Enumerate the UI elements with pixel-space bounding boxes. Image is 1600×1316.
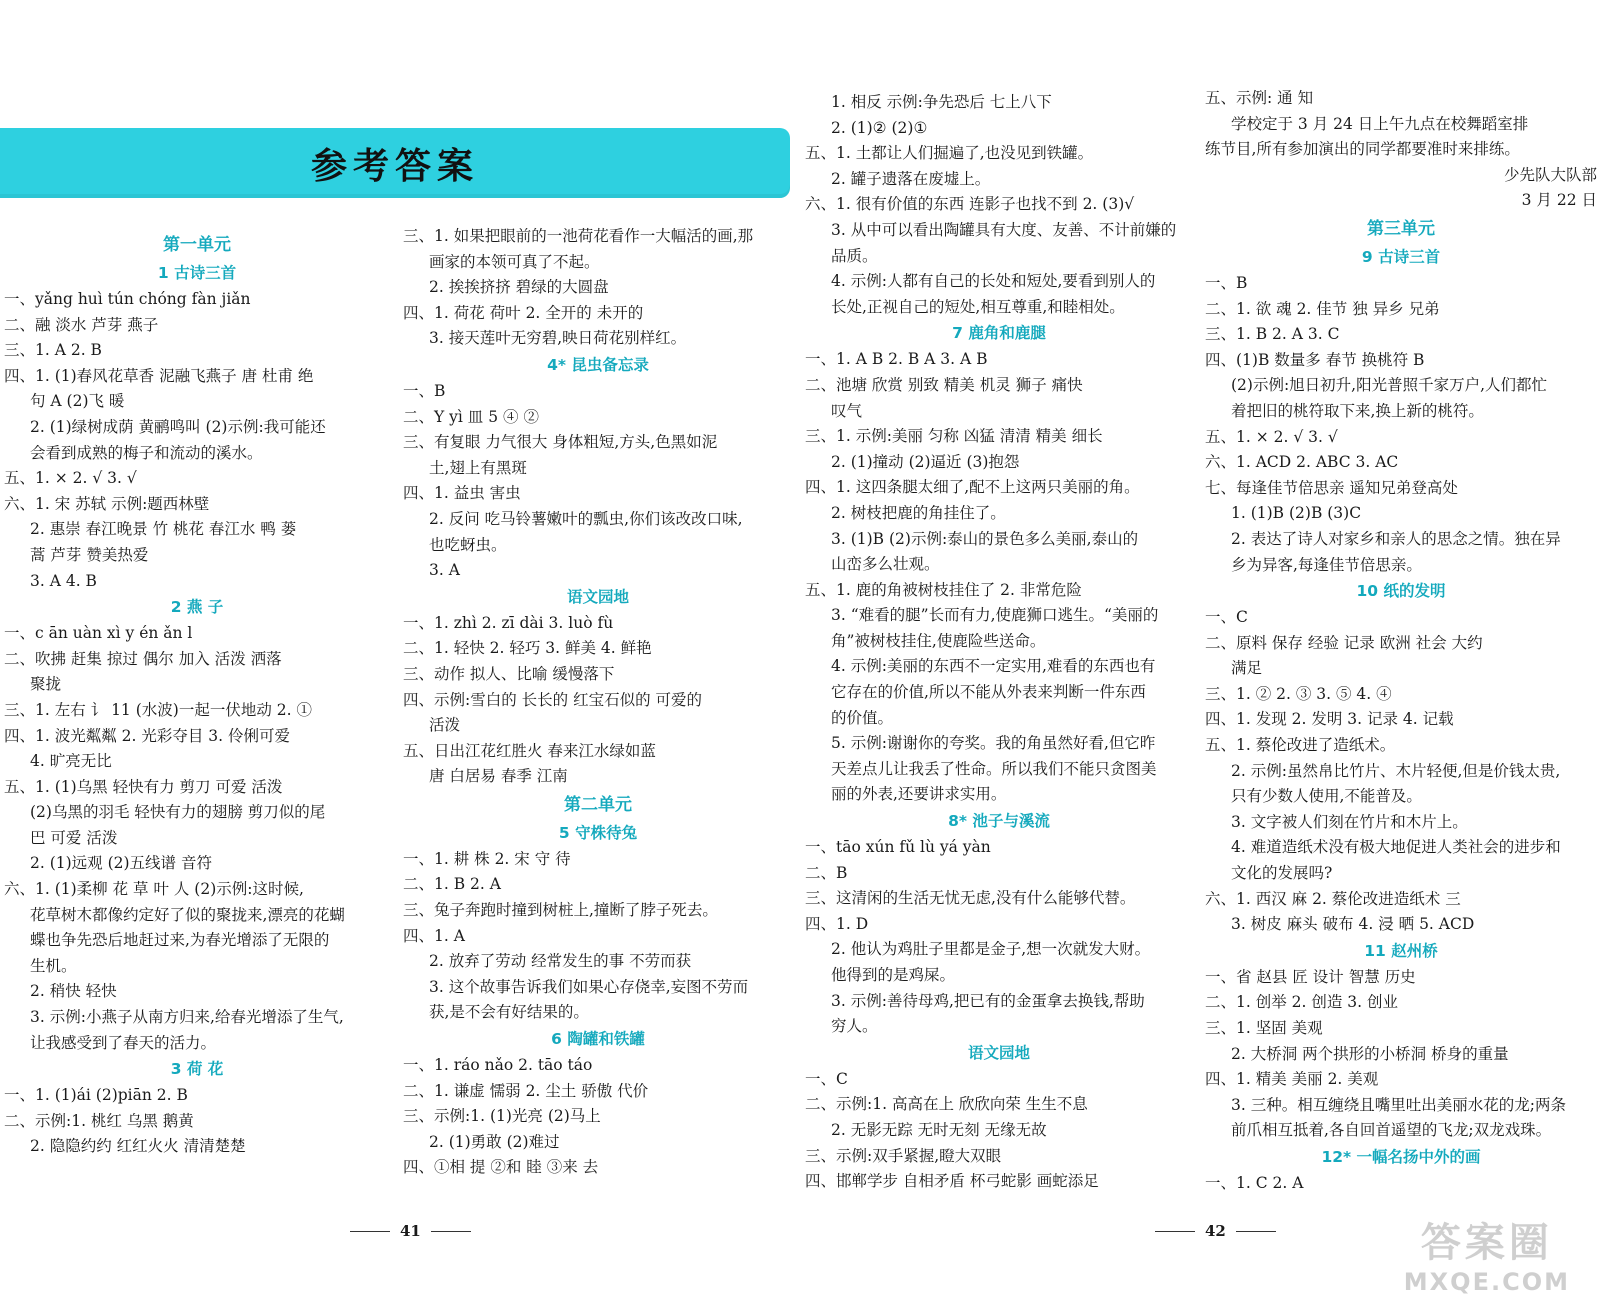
answer-line: 四、1. 这四条腿太细了,配不上这两只美丽的角。 [805, 478, 1140, 497]
answer-line: 4. 难道造纸术没有极大地促进人类社会的进步和 [1231, 838, 1561, 857]
answer-line: 2. 树枝把鹿的角挂住了。 [831, 503, 1006, 522]
answer-line: 2. 反问 吃马铃薯嫩叶的瓢虫,你们该改改口味, [429, 509, 743, 528]
answer-line: 1. (1)B (2)B (3)C [1231, 504, 1362, 523]
answer-line: 3. 接天莲叶无穷碧,映日荷花别样红。 [429, 329, 687, 348]
watermark-line-2: MXQE.COM [1403, 1268, 1570, 1296]
answer-line: 四、1. A [403, 926, 465, 945]
answer-line: 2. (1)勇敢 (2)难过 [429, 1132, 560, 1151]
answer-line: 一、1. zhì 2. zī dài 3. luò fù [403, 613, 614, 632]
unit-heading: 第三单元 [1367, 218, 1435, 239]
answer-line: 二、融 淡水 芦芽 燕子 [4, 315, 159, 334]
answer-line: 三、1. A 2. B [4, 341, 102, 360]
answer-line: 3. 文字被人们刻在竹片和木片上。 [1231, 812, 1468, 831]
answer-line: 让我感受到了春天的活力。 [30, 1033, 217, 1052]
answer-line: 他得到的是鸡屎。 [831, 966, 956, 984]
answer-line: 3 月 22 日 [1521, 191, 1597, 210]
answer-line: 满足 [1231, 659, 1263, 678]
answer-line: 2. 无影无踪 无时无刻 无缘无故 [831, 1120, 1047, 1139]
answer-line: 土,翅上有黑斑 [429, 458, 527, 477]
answer-line: 聚拢 [30, 675, 62, 694]
answer-line: 五、1. (1)乌黑 轻快有力 剪刀 可爱 活泼 [4, 777, 283, 796]
answer-line: 画家的本领可真了不起。 [429, 252, 600, 271]
answer-line: 句 A (2)飞 暖 [30, 392, 125, 411]
answer-line: 六、1. ACD 2. ABC 3. AC [1205, 453, 1399, 472]
answer-line: 2. 示例:虽然帛比竹片、木片轻便,但是价钱太贵, [1231, 761, 1561, 780]
answer-line: 四、邯郸学步 自相矛盾 杯弓蛇影 画蛇添足 [805, 1172, 1099, 1191]
answer-line: 四、1. (1)春风花草香 泥融飞燕子 唐 杜甫 绝 [4, 366, 314, 385]
answer-line: 着把旧的桃符取下来,换上新的桃符。 [1231, 401, 1484, 420]
answer-line: 2. 稍快 轻快 [30, 982, 117, 1001]
answer-line: 五、1. × 2. √ 3. √ [4, 469, 137, 488]
column-3 [805, 90, 1193, 1195]
answer-line: 三、1. 左右 讠 11 (水波)一起一伏地动 2. ① [4, 700, 312, 719]
page-number-text: 41 [400, 1222, 421, 1240]
answer-line: 也吃蚜虫。 [429, 535, 507, 554]
page-number-rule [350, 1231, 390, 1232]
answer-line: 五、1. × 2. √ 3. √ [1205, 427, 1338, 446]
page-number-right [1155, 1222, 1276, 1240]
answer-line: 3. “难看的腿”长而有力,使鹿狮口逃生。“美丽的 [831, 606, 1159, 625]
answer-line: 2. 大桥洞 两个拱形的小桥洞 桥身的重量 [1231, 1044, 1509, 1063]
lesson-heading: 7 鹿角和鹿腿 [952, 324, 1046, 343]
answer-line: 唐 白居易 春季 江南 [429, 767, 568, 786]
answer-line: 3. 示例:小燕子从南方归来,给春光增添了生气, [30, 1008, 344, 1027]
lesson-heading: 5 守株待兔 [558, 823, 638, 842]
answer-line: 四、1. 荷花 荷叶 2. 全开的 未开的 [403, 303, 644, 322]
unit-heading: 第二单元 [564, 794, 632, 815]
answer-line: (2)乌黑的羽毛 轻快有力的翅膀 剪刀似的尾 [30, 803, 326, 822]
lesson-heading: 4* 昆虫备忘录 [547, 355, 649, 374]
answer-line: 3. 这个故事告诉我们如果心存侥幸,妄图不劳而 [429, 977, 749, 996]
answer-line: 叹气 [831, 401, 863, 420]
watermark-logo [1404, 1211, 1570, 1296]
answer-line: 三、1. 示例:美丽 匀称 凶猛 清清 精美 细长 [805, 427, 1103, 446]
answer-line: 四、①相 提 ②和 睦 ③来 去 [403, 1158, 599, 1177]
answer-line: 一、B [403, 381, 446, 400]
column-1 [4, 230, 390, 1160]
answer-line: 长处,正视自己的短处,相互尊重,和睦相处。 [831, 297, 1125, 316]
answer-line: 角”被树枝挂住,使鹿险些送命。 [831, 631, 1046, 650]
answer-line: 练节目,所有参加演出的同学都要准时来排练。 [1205, 140, 1520, 159]
answer-line: 五、1. 鹿的角被树枝挂住了 2. 非常危险 [805, 580, 1082, 599]
answer-line: 三、1. B 2. A 3. C [1205, 325, 1340, 344]
answer-line: 会看到成熟的梅子和流动的溪水。 [30, 443, 263, 462]
lesson-heading: 11 赵州桥 [1364, 941, 1438, 960]
answer-line: 二、吹拂 赶集 掠过 偶尔 加入 活泼 洒落 [4, 649, 282, 668]
answer-line: 五、示例: 通 知 [1205, 89, 1314, 107]
answer-line: 丽的外表,还要讲求实用。 [831, 785, 1007, 804]
answer-line: 一、B [1205, 273, 1248, 292]
answer-line: 活泼 [429, 716, 461, 735]
answer-line: 4. 示例:美丽的东西不一定实用,难看的东西也有 [831, 657, 1156, 676]
answer-line: 前爪相互抵着,各自回首遥望的飞龙;双龙戏珠。 [1231, 1121, 1552, 1140]
answer-line: 山峦多么壮观。 [831, 555, 940, 574]
lesson-heading: 8* 池子与溪流 [948, 812, 1050, 831]
answer-line: 三、有复眼 力气很大 身体粗短,方头,色黑如泥 [403, 433, 718, 452]
page-number-left [350, 1222, 471, 1240]
answer-line: 生机。 [30, 956, 77, 975]
answer-line: 三、1. 坚固 美观 [1205, 1019, 1323, 1037]
answer-line: 2. 表达了诗人对家乡和亲人的思念之情。独在异 [1231, 529, 1561, 548]
answer-line: 2. (1)撞动 (2)逼近 (3)抱怨 [831, 452, 1020, 471]
answer-line: 二、示例:1. 桃红 乌黑 鹅黄 [4, 1111, 194, 1130]
answer-line: 四、1. 精美 美丽 2. 美观 [1205, 1070, 1379, 1089]
answer-line: 2. (1)② (2)① [831, 118, 928, 137]
answer-line: 4. 示例:人都有自己的长处和短处,要看到别人的 [831, 272, 1156, 291]
answer-line: 蝶也争先恐后地赶过来,为春光增添了无限的 [30, 931, 330, 950]
answer-line: 四、1. 波光粼粼 2. 光彩夺目 3. 伶俐可爱 [4, 726, 291, 745]
answer-line: 的价值。 [831, 708, 894, 727]
answer-line: 三、这清闲的生活无忧无虑,没有什么能够代替。 [805, 889, 1136, 908]
lesson-heading: 10 纸的发明 [1356, 582, 1446, 601]
answer-line: 五、日出江花红胜火 春来江水绿如蓝 [403, 741, 656, 760]
answer-line: 二、1. B 2. A [403, 875, 501, 894]
page-number-rule [431, 1231, 471, 1232]
lesson-heading: 2 燕 子 [170, 598, 224, 617]
answer-line: 二、示例:1. 高高在上 欣欣向荣 生生不息 [805, 1095, 1088, 1114]
answer-line: 蒿 芦芽 赞美热爱 [30, 545, 149, 564]
answer-line: 4. 旷亮无比 [30, 752, 112, 771]
answer-line: 一、yǎng huì tún chóng fàn jiǎn [4, 290, 251, 308]
answer-line: 七、每逢佳节倍思亲 遥知兄弟登高处 [1205, 478, 1458, 497]
answer-line: 二、Y yì 皿 5 ④ ② [403, 407, 539, 426]
lesson-heading: 语文园地 [566, 587, 629, 606]
answer-line: 乡为异客,每逢佳节倍思亲。 [1231, 555, 1422, 574]
lesson-heading: 6 陶罐和铁罐 [551, 1030, 645, 1049]
answer-line: 一、c ān uàn xì y én ǎn l [4, 624, 193, 643]
answer-line: 四、1. 益虫 害虫 [403, 484, 521, 503]
page-number-rule [1155, 1231, 1195, 1232]
answer-line: 一、C [1205, 608, 1248, 627]
answer-line: 2. (1)远观 (2)五线谱 音符 [30, 854, 212, 873]
lesson-heading: 3 荷 花 [170, 1060, 224, 1079]
answer-line: 穷人。 [831, 1017, 878, 1036]
lesson-heading: 1 古诗三首 [157, 264, 237, 282]
answer-line: 四、(1)B 数量多 春节 换桃符 B [1205, 350, 1425, 369]
answer-line: 1. 相反 示例:争先恐后 七上八下 [831, 93, 1052, 111]
answer-line: 花草树木都像约定好了似的聚拢来,漂亮的花蝴 [30, 905, 345, 924]
answer-line: 它存在的价值,所以不能从外表来判断一件东西 [831, 683, 1146, 702]
answer-line: 四、示例:雪白的 长长的 红宝石似的 可爱的 [403, 690, 703, 709]
answer-line: 五、1. 蔡伦改进了造纸术。 [1205, 736, 1396, 755]
answer-line: 3. 树皮 麻头 破布 4. 浸 晒 5. ACD [1231, 915, 1475, 934]
answer-line: 一、1. ráo nǎo 2. tāo táo [403, 1056, 593, 1075]
answer-line: 二、1. 创举 2. 创造 3. 创业 [1205, 993, 1399, 1012]
answer-line: 学校定于 3 月 24 日上午九点在校舞蹈室排 [1231, 114, 1529, 133]
answer-line: 六、1. 西汉 麻 2. 蔡伦改进造纸术 三 [1205, 889, 1461, 908]
answer-line: 六、1. 宋 苏轼 示例:题西林壁 [4, 494, 210, 513]
answer-line: 四、1. D [805, 914, 869, 933]
answer-line: 3. A 4. B [30, 571, 97, 590]
answer-line: 二、B [805, 863, 848, 882]
answer-line: 获,是不会有好结果的。 [429, 1003, 589, 1022]
answer-key-banner [0, 128, 790, 198]
answer-line: 三、1. ② 2. ③ 3. ⑤ 4. ④ [1205, 684, 1392, 703]
column-2 [403, 224, 793, 1181]
answer-line: 三、示例:1. (1)光亮 (2)马上 [403, 1107, 601, 1126]
answer-line: 3. A [429, 561, 460, 580]
answer-line: 一、1. 耕 株 2. 宋 守 待 [403, 849, 571, 868]
answer-line: 3. (1)B (2)示例:泰山的景色多么美丽,泰山的 [831, 529, 1139, 548]
answer-line: 六、1. (1)柔柳 花 草 叶 人 (2)示例:这时候, [4, 880, 304, 899]
answer-line: 四、1. 发现 2. 发明 3. 记录 4. 记载 [1205, 710, 1454, 729]
answer-line: (2)示例:旭日初升,阳光普照千家万户,人们都忙 [1231, 376, 1548, 395]
answer-line: 只有少数人使用,不能普及。 [1231, 787, 1422, 806]
answer-line: 少先队大队部 [1503, 165, 1597, 184]
answer-line: 二、池塘 欣赏 别致 精美 机灵 狮子 痛快 [805, 375, 1083, 394]
answer-line: 2. 罐子遗落在废墟上。 [831, 169, 991, 188]
answer-line: 一、1. A B 2. B A 3. A B [805, 350, 988, 369]
answer-line: 2. (1)绿树成荫 黄鹂鸣叫 (2)示例:我可能还 [30, 417, 326, 436]
answer-line: 3. 三种。相互缠绕且嘴里吐出美丽水花的龙;两条 [1231, 1095, 1566, 1114]
answer-line: 一、1. C 2. A [1205, 1173, 1304, 1192]
page-number-text: 42 [1205, 1222, 1226, 1240]
answer-line: 一、C [805, 1069, 848, 1088]
lesson-heading: 9 古诗三首 [1361, 247, 1441, 266]
answer-line: 2. 他认为鸡肚子里都是金子,想一次就发大财。 [831, 940, 1151, 959]
banner-title: 参考答案 [310, 145, 479, 187]
answer-line: 2. 放弃了劳动 经常发生的事 不劳而获 [429, 952, 692, 971]
answer-line: 三、动作 拟人、比喻 缓慢落下 [403, 664, 615, 683]
answer-line: 一、1. (1)ái (2)piān 2. B [4, 1086, 188, 1105]
answer-line: 二、1. 轻快 2. 轻巧 3. 鲜美 4. 鲜艳 [403, 639, 652, 658]
answer-line: 天差点儿让我丢了性命。所以我们不能只贪图美 [831, 759, 1157, 778]
answer-line: 一、tāo xún fǔ lù yá yàn [805, 838, 991, 857]
answer-line: 二、1. 谦虚 懦弱 2. 尘土 骄傲 代价 [403, 1081, 649, 1100]
lesson-heading: 12* 一幅名扬中外的画 [1321, 1147, 1481, 1166]
answer-line: 品质。 [831, 246, 878, 265]
answer-line: 3. 示例:善待母鸡,把已有的金蛋拿去换钱,帮助 [831, 991, 1145, 1010]
answer-line: 二、1. 欲 魂 2. 佳节 独 异乡 兄弟 [1205, 299, 1440, 318]
answer-line: 2. 隐隐约约 红红火火 清清楚楚 [30, 1137, 246, 1156]
answer-line: 六、1. 很有价值的东西 连影子也找不到 2. (3)√ [805, 195, 1135, 214]
answer-line: 五、1. 土都让人们掘遍了,也没见到铁罐。 [805, 144, 1094, 163]
answer-line: 三、1. 如果把眼前的一池荷花看作一大幅活的画,那 [403, 227, 754, 245]
answer-line: 一、省 赵县 匠 设计 智慧 历史 [1205, 967, 1416, 986]
answer-line: 二、原料 保存 经验 记录 欧洲 社会 大约 [1205, 633, 1483, 652]
answer-line: 5. 示例:谢谢你的夸奖。我的角虽然好看,但它昨 [831, 734, 1156, 753]
answer-line: 2. 惠崇 春江晚景 竹 桃花 春江水 鸭 蒌 [30, 520, 297, 539]
answer-line: 三、示例:双手紧握,瞪大双眼 [805, 1146, 1002, 1165]
page-number-rule [1236, 1231, 1276, 1232]
answer-line: 3. 从中可以看出陶罐具有大度、友善、不计前嫌的 [831, 220, 1177, 239]
answer-line: 文化的发展吗? [1231, 864, 1333, 883]
answer-line: 2. 挨挨挤挤 碧绿的大圆盘 [429, 278, 609, 297]
answer-line: 三、兔子奔跑时撞到树桩上,撞断了脖子死去。 [403, 901, 718, 920]
unit-heading: 第一单元 [163, 235, 231, 255]
answer-line: 巴 可爱 活泼 [30, 828, 118, 847]
watermark-line-1: 答案圈 [1420, 1220, 1553, 1266]
lesson-heading: 语文园地 [967, 1043, 1030, 1062]
column-4 [1205, 86, 1597, 1197]
